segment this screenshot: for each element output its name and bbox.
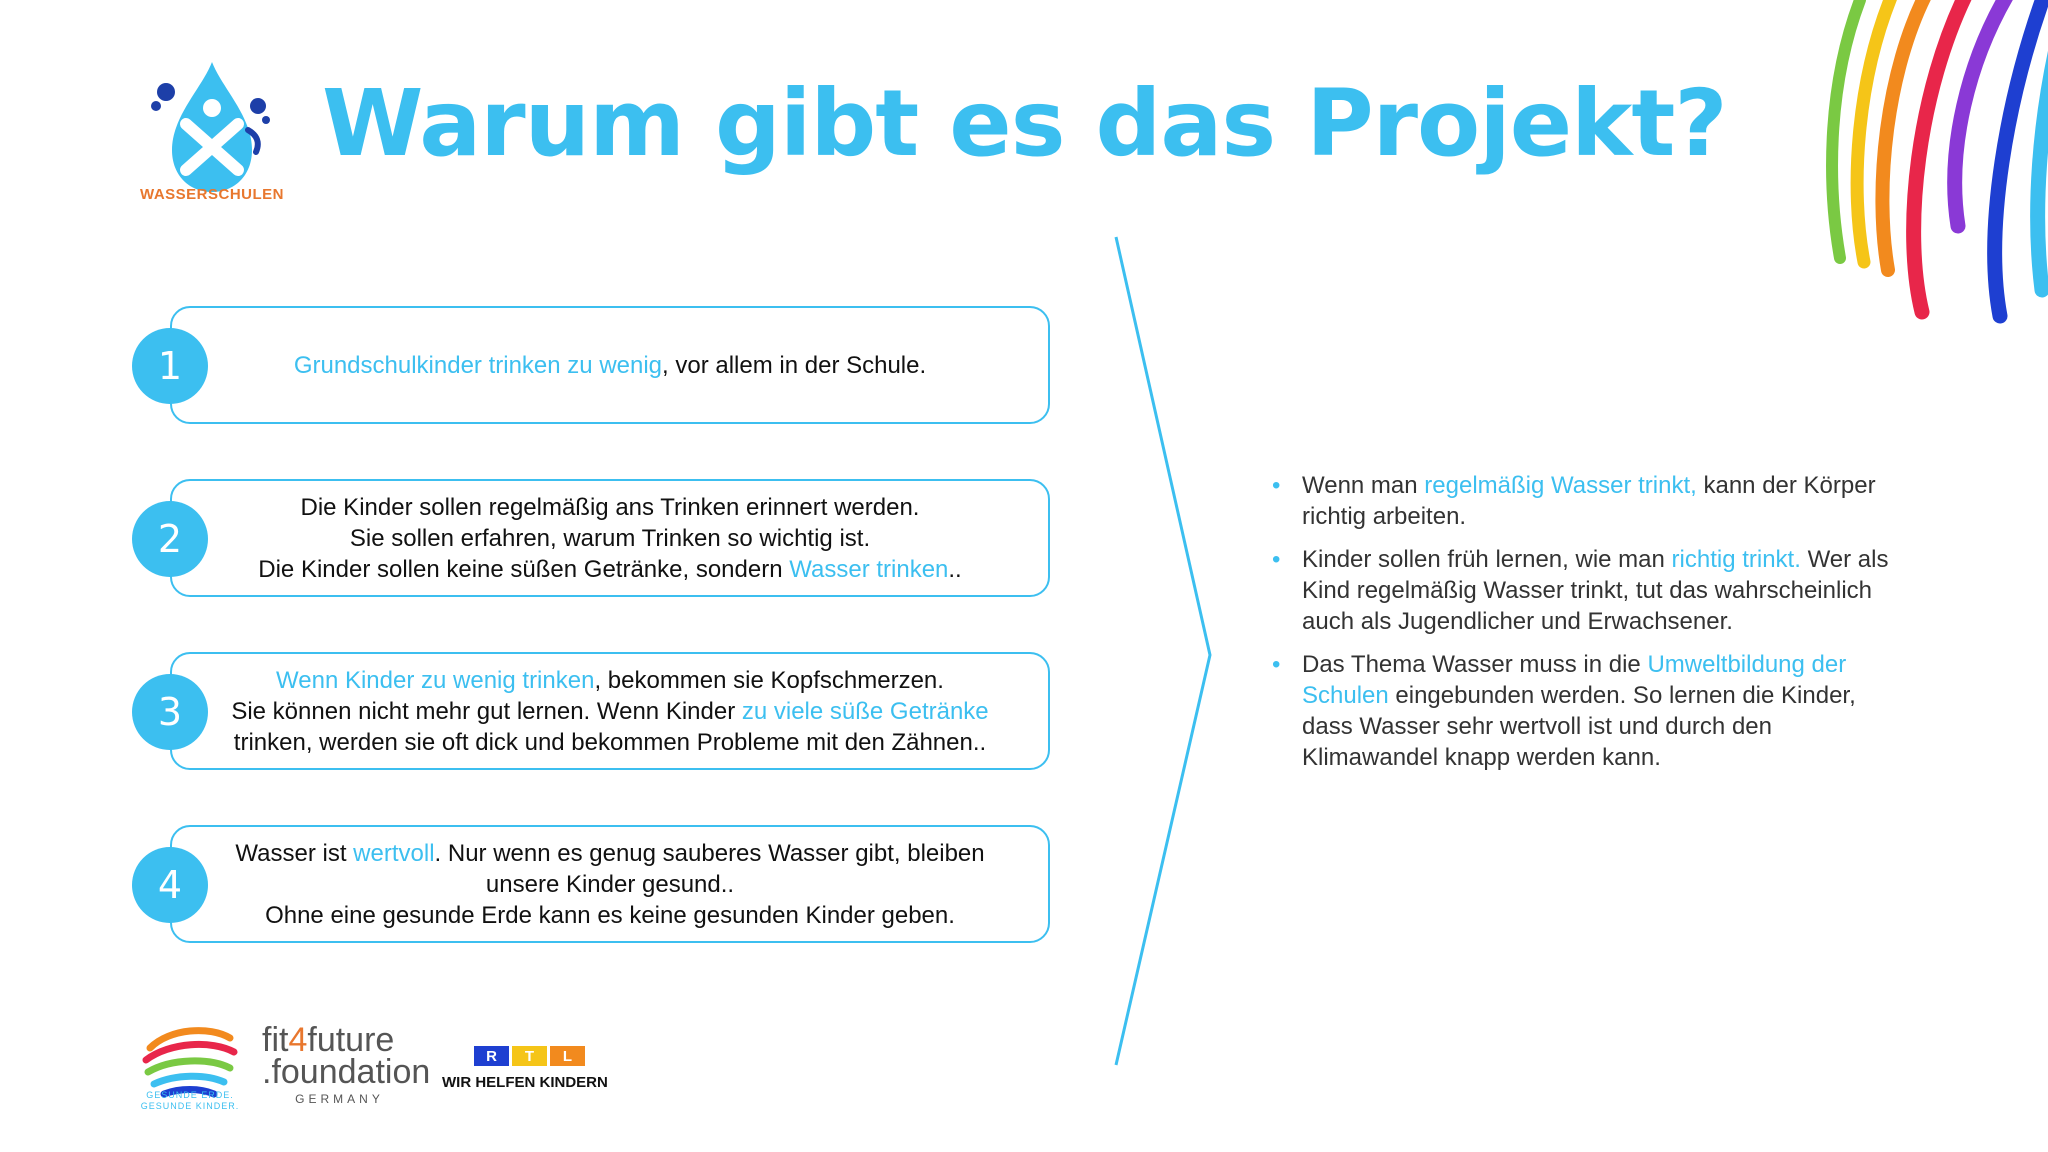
point-4-highlight: wertvoll [353,839,435,867]
point-3-highlight-2: zu viele süße Getränke [741,697,989,725]
point-3-text-3: trinken, werden sie oft dick und bekommen Probleme mit den Zähnen.. [233,728,987,756]
point-2-line-3: Die Kinder sollen keine süßen Getränke, sondern [258,555,790,583]
number-badge-1: 1 [132,328,208,404]
rtl-tagline: WIR HELFEN KINDERN [442,1074,608,1091]
point-1-text: , vor allem in der Schule. [662,351,927,379]
list-item: • Das Thema Wasser muss in die Umweltbildung der Schulen eingebunden werden. So lernen die Kinder, dass Wasser sehr wertvoll ist und durch den Klimawandel knapp werden kann. [1270,649,1910,773]
point-2-line-3-end: .. [948,555,962,583]
number-badge-3: 3 [132,674,208,750]
point-box-1 [170,306,1050,424]
point-4-text-1: Wasser ist [235,839,354,867]
point-box-4 [170,825,1050,943]
point-3-highlight-1: Wenn Kinder zu wenig trinken [276,666,595,694]
list-item: • Kinder sollen früh lernen, wie man richtig trinkt. Wer als Kind regelmäßig Wasser trinkt, tut das wahrscheinlich auch als Jugendlicher und Erwachsener. [1270,544,1910,637]
wasserschulen-logo [140,58,285,206]
point-box-3 [170,652,1050,770]
point-2-highlight: Wasser trinken [789,555,949,583]
gesunde-erde-text: GESUNDE ERDE. GESUNDE KINDER. [140,1090,240,1111]
summary-list [1270,470,1910,785]
point-3-text-2: Sie können nicht mehr gut lernen. Wenn Kinder [231,697,742,725]
number-badge-2: 2 [132,501,208,577]
number-badge-4: 4 [132,847,208,923]
rainbow-decoration [1778,0,2048,330]
point-2-line-2: Sie sollen erfahren, warum Trinken so wichtig ist. [349,524,871,552]
point-2-line-1: Die Kinder sollen regelmäßig ans Trinken erinnert werden. [300,493,920,521]
logo-caption: WASSERSCHULEN [140,186,285,203]
fit4future-logo: fit4future .foundation [262,1021,431,1091]
fit4future-country: GERMANY [295,1092,384,1106]
chevron-divider [1100,235,1220,1075]
point-box-2 [170,479,1050,597]
point-4-text-3: Ohne eine gesunde Erde kann es keine gesunden Kinder geben. [265,901,955,929]
page-title: Warum gibt es das Projekt? [322,70,1727,177]
point-4-text-2: . Nur wenn es genug sauberes Wasser gibt, bleiben unsere Kinder gesund.. [434,839,985,898]
point-1-highlight: Grundschulkinder trinken zu wenig [293,351,663,379]
rtl-logo: R T L [474,1046,585,1066]
list-item: • Wenn man regelmäßig Wasser trinkt, kann der Körper richtig arbeiten. [1270,470,1910,532]
point-3-text-1: , bekommen sie Kopfschmerzen. [594,666,944,694]
